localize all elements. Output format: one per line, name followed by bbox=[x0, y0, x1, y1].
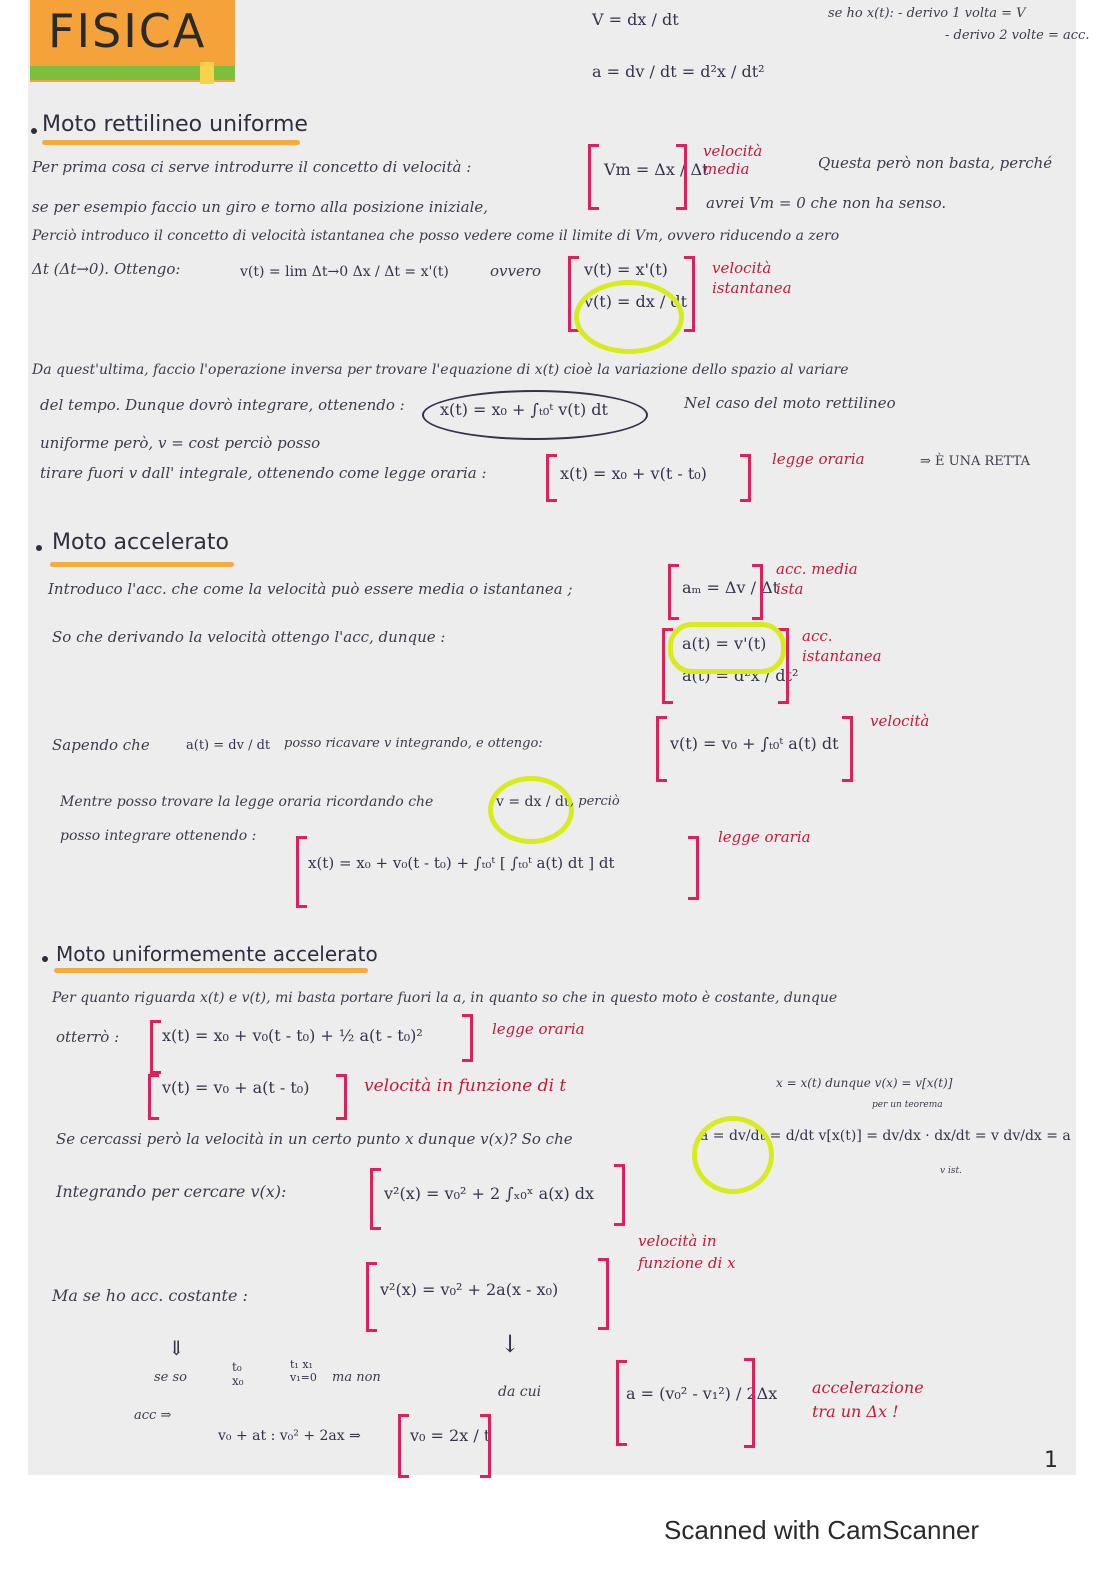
formula-substitution: v₀ + at : v₀² + 2ax ⇒ bbox=[218, 1428, 361, 1444]
bracket-right bbox=[752, 564, 763, 620]
formula-legge-oraria: x(t) = x₀ + v(t - t₀) bbox=[560, 464, 707, 483]
formula-v2-integral: v²(x) = v₀² + 2 ∫ₓ₀ˣ a(x) dx bbox=[384, 1184, 595, 1203]
text-line: Da quest'ultima, faccio l'operazione inversa per trovare l'equazione di x(t) cioè la variazione dello spazio al variare bbox=[32, 362, 849, 378]
highlight-circle bbox=[488, 776, 574, 844]
bracket-right bbox=[676, 144, 687, 210]
section-heading-uniformly-accelerated: Moto uniformemente accelerato bbox=[56, 942, 378, 966]
label-legge-oraria: legge oraria bbox=[772, 450, 865, 468]
text-line: Introduco l'acc. che come la velocità può essere media o istantanea ; bbox=[48, 580, 573, 598]
bracket-left bbox=[148, 1074, 159, 1120]
formula-a-final: a = (v₀² - v₁²) / 2Δx bbox=[626, 1384, 778, 1403]
formula-chain-rule: a = dv/dt = d/dt v[x(t)] = dv/dx · dx/dt = v dv/dx = a bbox=[700, 1128, 1071, 1144]
bracket-right bbox=[462, 1014, 473, 1062]
bracket-left bbox=[616, 1360, 627, 1446]
derivative-note-1: se ho x(t): - derivo 1 volta = V bbox=[828, 6, 1026, 21]
bracket-right bbox=[688, 836, 699, 900]
retta-note: ⇒ È UNA RETTA bbox=[920, 454, 1031, 469]
text-line: Integrando per cercare v(x): bbox=[56, 1182, 287, 1201]
bracket-right bbox=[740, 454, 751, 502]
formula-instant-2: v(t) = dx / dt bbox=[584, 292, 688, 311]
page-number: 1 bbox=[1044, 1448, 1058, 1473]
text-line: se per esempio faccio un giro e torno alla posizione iniziale, bbox=[32, 198, 489, 216]
text-line: Ma se ho acc. costante : bbox=[52, 1286, 248, 1305]
bracket-right bbox=[336, 1074, 347, 1120]
text-line: posso ricavare v integrando, e ottengo: bbox=[284, 736, 543, 751]
text-line: acc ⇒ bbox=[134, 1408, 172, 1423]
bracket-left bbox=[668, 564, 679, 620]
formula-vm: Vm = Δx / Δt bbox=[604, 160, 709, 179]
heading-underline bbox=[54, 968, 368, 973]
v-definition: V = dx / dt bbox=[592, 10, 679, 29]
heading-underline bbox=[42, 140, 300, 145]
label-velocita-funzione-x: velocità in funzione di x bbox=[638, 1232, 736, 1272]
bullet-icon bbox=[42, 956, 48, 962]
bracket-left bbox=[370, 1168, 381, 1230]
bracket-right bbox=[842, 716, 853, 782]
formula-am: aₘ = Δv / Δt bbox=[682, 578, 780, 597]
label-velocita-funzione-t: velocità in funzione di t bbox=[364, 1076, 567, 1096]
bracket-left bbox=[366, 1262, 377, 1332]
text-line: ovvero bbox=[490, 262, 542, 280]
derivative-note-2: - derivo 2 volte = acc. bbox=[945, 28, 1090, 43]
side-note-theorem: per un teorema bbox=[872, 1100, 943, 1110]
bracket-right bbox=[614, 1164, 625, 1226]
known-values-col2: t₁ x₁ v₁=0 bbox=[290, 1358, 317, 1384]
bracket-left bbox=[398, 1414, 409, 1478]
formula-limit: v(t) = lim Δt→0 Δx / Δt = x'(t) bbox=[240, 264, 449, 280]
page-title: FISICA bbox=[48, 4, 207, 58]
label-velocita-media: velocità media bbox=[703, 142, 763, 178]
title-tape-tab bbox=[200, 62, 214, 84]
text-line: se so bbox=[154, 1370, 187, 1385]
chain-subnote: v ist. bbox=[940, 1166, 962, 1176]
section-heading-uniform: Moto rettilineo uniforme bbox=[42, 112, 308, 137]
text-line: Nel caso del moto rettilineo bbox=[684, 394, 896, 412]
down-arrow-icon: ↓ bbox=[500, 1330, 521, 1358]
heading-underline bbox=[50, 562, 234, 567]
a-definition: a = dv / dt = d²x / dt² bbox=[592, 62, 765, 81]
formula-v-dxdt: v = dx / dt bbox=[496, 794, 570, 810]
formula-integral-x: x(t) = x₀ + ∫ₜ₀ᵗ v(t) dt bbox=[440, 400, 608, 419]
text-line: Per quanto riguarda x(t) e v(t), mi basta portare fuori la a, in quanto so che in questo moto è costante, dunque bbox=[52, 990, 838, 1006]
highlight-circle bbox=[668, 622, 786, 674]
highlight-circle bbox=[692, 1116, 774, 1194]
text-line: Mentre posso trovare la legge oraria ricordando che bbox=[60, 794, 434, 810]
bracket-right bbox=[598, 1258, 609, 1330]
bracket-left bbox=[150, 1020, 161, 1074]
bracket-right bbox=[744, 1358, 755, 1448]
down-arrow-icon: ⇓ bbox=[168, 1336, 185, 1360]
text-line: posso integrare ottenendo : bbox=[60, 828, 257, 844]
label-acc-media: acc. media bbox=[776, 560, 858, 578]
label-legge-oraria: legge oraria bbox=[492, 1020, 585, 1038]
formula-a-inst-2: a(t) = d²x / dt² bbox=[682, 666, 799, 685]
label-velocita-istantanea: velocità istantanea bbox=[712, 259, 792, 297]
text-line: Perciò introduco il concetto di velocità istantanea che posso vedere come il limite di Vm, ovvero riducendo a zero bbox=[32, 228, 840, 244]
formula-a-inst-1: a(t) = v'(t) bbox=[682, 634, 767, 653]
formula-v-integral: v(t) = v₀ + ∫ₜ₀ᵗ a(t) dt bbox=[670, 734, 839, 753]
label-velocita: velocità bbox=[870, 712, 930, 730]
text-line: ma non bbox=[332, 1370, 381, 1385]
text-line: uniforme però, v = cost perciò posso bbox=[40, 434, 321, 452]
text-line: Questa però non basta, perché bbox=[818, 154, 1053, 172]
side-note: x = x(t) dunque v(x) = v[x(t)] bbox=[776, 1076, 953, 1090]
text-line: tirare fuori v dall' integrale, ottenendo come legge oraria : bbox=[40, 464, 487, 482]
bracket-left bbox=[296, 836, 307, 908]
formula-x-double-integral: x(t) = x₀ + v₀(t - t₀) + ∫ₜ₀ᵗ [ ∫ₜ₀ᵗ a(t) dt ] dt bbox=[308, 854, 615, 872]
text-line: Δt (Δt→0). Ottengo: bbox=[32, 260, 181, 278]
formula-v2-const: v²(x) = v₀² + 2a(x - x₀) bbox=[380, 1280, 559, 1299]
bullet-icon bbox=[36, 545, 42, 551]
label-acc-istantanea: acc. istantanea bbox=[802, 627, 882, 665]
bracket-left bbox=[546, 454, 557, 502]
formula-instant-1: v(t) = x'(t) bbox=[584, 260, 668, 279]
bracket-right bbox=[480, 1414, 491, 1478]
bracket-left bbox=[656, 716, 667, 782]
bracket-left bbox=[588, 144, 599, 210]
highlight-circle bbox=[574, 280, 684, 354]
formula-x-uniform-acc: x(t) = x₀ + v₀(t - t₀) + ½ a(t - t₀)² bbox=[162, 1026, 423, 1045]
label-accelerazione: accelerazione tra un Δx ! bbox=[812, 1378, 924, 1421]
text-line: , perciò bbox=[570, 794, 620, 809]
text-line: otterrò : bbox=[56, 1028, 120, 1046]
formula-a-dvdt: a(t) = dv / dt bbox=[186, 738, 271, 753]
text-line: So che derivando la velocità ottengo l'acc, dunque : bbox=[52, 628, 446, 646]
text-line: Sapendo che bbox=[52, 736, 150, 754]
text-line: Per prima cosa ci serve introdurre il concetto di velocità : bbox=[32, 158, 472, 176]
scanner-watermark: Scanned with CamScanner bbox=[664, 1515, 980, 1545]
label-legge-oraria: legge oraria bbox=[718, 828, 811, 846]
formula-v0: v₀ = 2x / t bbox=[410, 1426, 491, 1445]
section-heading-accelerated: Moto accelerato bbox=[52, 530, 229, 555]
text-line: da cui bbox=[498, 1384, 542, 1400]
formula-v-uniform-acc: v(t) = v₀ + a(t - t₀) bbox=[162, 1078, 310, 1097]
text-line: del tempo. Dunque dovrò integrare, ottenendo : bbox=[40, 396, 405, 414]
label-acc-ista: ista bbox=[776, 580, 804, 598]
text-line: Se cercassi però la velocità in un certo punto x dunque v(x)? So che bbox=[56, 1130, 573, 1148]
bracket-right bbox=[684, 256, 695, 332]
known-values-col1: t₀ x₀ bbox=[232, 1360, 244, 1388]
bullet-icon bbox=[31, 128, 37, 134]
text-line: avrei Vm = 0 che non ha senso. bbox=[706, 194, 947, 212]
